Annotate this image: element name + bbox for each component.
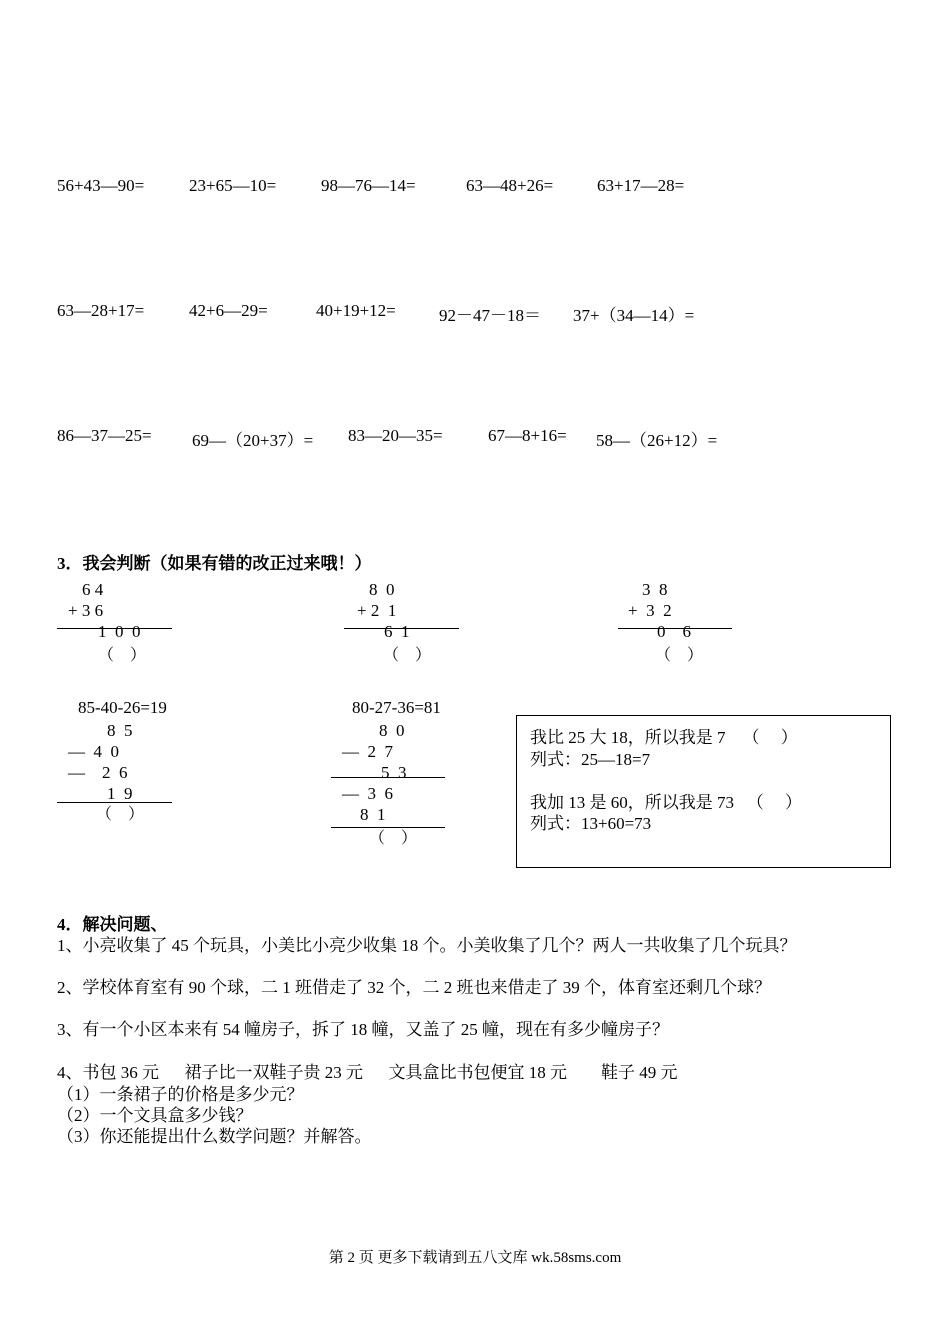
- equation-1-1: 56+43—90=: [57, 176, 145, 195]
- page-footer: 第 2 页 更多下载请到五八文库 wk.58sms.com: [328, 1250, 622, 1266]
- judgement-2: 我加 13 是 60，所以我是 73 （ ）: [530, 793, 802, 812]
- calc3-mark: （ ）: [655, 647, 704, 664]
- equation-2-3: 40+19+12=: [316, 301, 396, 320]
- calc5-top: 8 0: [379, 721, 405, 740]
- calc3-addend: + 3 2: [628, 601, 672, 620]
- problem-4-part1: （1）一条裙子的价格是多少元？: [57, 1085, 304, 1104]
- equation-2-1: 63—28+17=: [57, 301, 145, 320]
- calc1-addend: + 3 6: [68, 601, 104, 620]
- section3-title: 3．我会判断（如果有错的改正过来哦！）: [57, 554, 372, 573]
- calc4-equation: 85-40-26=19: [78, 698, 167, 717]
- calc5-sub1: — 2 7: [342, 742, 393, 761]
- section4-title: 4．解决问题、: [57, 915, 168, 934]
- calc4-mark: （ ）: [96, 806, 145, 823]
- calc5-sub2: — 3 6: [342, 784, 393, 803]
- calc3-result: 0 6: [657, 622, 691, 641]
- equation-3-2: 69—（20+37）=: [192, 431, 314, 450]
- calc4-sub1: — 4 0: [68, 742, 119, 761]
- judgement-1-formula: 列式：25—18=7: [530, 750, 651, 769]
- problem-4-part3: （3）你还能提出什么数学问题？并解答。: [57, 1127, 372, 1146]
- calc5-equation: 80-27-36=81: [352, 698, 441, 717]
- equation-3-4: 67—8+16=: [488, 426, 567, 445]
- judgement-2-formula: 列式：13+60=73: [530, 814, 652, 833]
- calc4-result: 1 9: [107, 784, 133, 803]
- calc1-result: 1 0 0: [98, 622, 141, 641]
- problem-1: 1、小亮收集了 45 个玩具，小美比小亮少收集 18 个。小美收集了几个？两人一共收集了几个玩具？: [57, 936, 797, 955]
- problem-2: 2、学校体育室有 90 个球，二 1 班借走了 32 个，二 2 班也来借走了 39 个，体育室还剩几个球？: [57, 978, 771, 997]
- equation-1-5: 63+17—28=: [597, 176, 685, 195]
- problem-4-part2: （2）一个文具盒多少钱？: [57, 1106, 253, 1125]
- problem-3: 3、有一个小区本来有 54 幢房子，拆了 18 幢，又盖了 25 幢，现在有多少幢房子？: [57, 1020, 669, 1039]
- equation-3-3: 83—20—35=: [348, 426, 443, 445]
- calc2-mark: （ ）: [383, 647, 432, 664]
- equation-1-3: 98—76—14=: [321, 176, 416, 195]
- calc1-mark: （ ）: [98, 647, 147, 664]
- calc4-sub2: — 2 6: [68, 763, 128, 782]
- equation-1-4: 63—48+26=: [466, 176, 554, 195]
- equation-1-2: 23+65—10=: [189, 176, 277, 195]
- calc1-top: 6 4: [82, 580, 104, 599]
- equation-2-4: 92－47－18＝: [439, 306, 541, 325]
- calc3-top: 3 8: [642, 580, 668, 599]
- equation-2-5: 37+（34—14）=: [573, 306, 695, 325]
- calc2-addend: + 2 1: [357, 601, 397, 620]
- equation-3-1: 86—37—25=: [57, 426, 152, 445]
- calc5-result: 8 1: [360, 805, 386, 824]
- equation-2-2: 42+6—29=: [189, 301, 268, 320]
- calc5-mark: （ ）: [369, 830, 418, 847]
- calc2-result: 6 1: [384, 622, 410, 641]
- problem-4: 4、书包 36 元 裙子比一双鞋子贵 23 元 文具盒比书包便宜 18 元 鞋子 49 元: [57, 1063, 678, 1082]
- calc4-top: 8 5: [107, 721, 133, 740]
- judgement-1: 我比 25 大 18，所以我是 7 （ ）: [530, 728, 798, 747]
- calc2-top: 8 0: [369, 580, 395, 599]
- calc5-mid: 5 3: [381, 763, 407, 782]
- equation-3-5: 58—（26+12）=: [596, 431, 718, 450]
